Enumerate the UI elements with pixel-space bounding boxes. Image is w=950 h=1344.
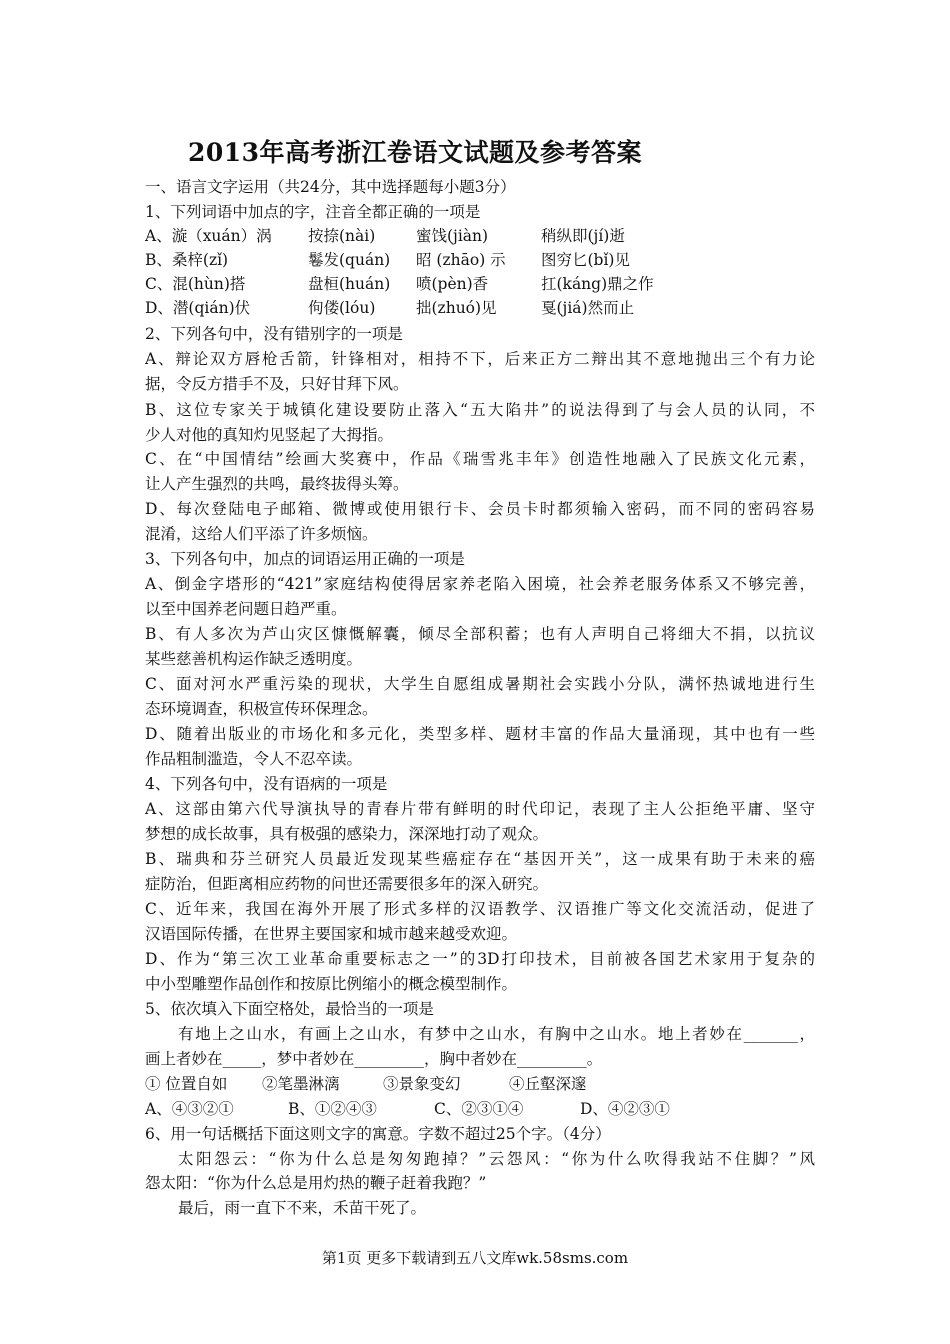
q3-line: 某些慈善机构运作缺乏透明度。: [145, 650, 363, 668]
q1-b-3: 昭 (zhāo) 示: [416, 251, 506, 269]
q2-line: 少人对他的真知灼见竖起了大拇指。: [145, 426, 394, 444]
q1-b-2: 鬈发(quán): [308, 251, 391, 269]
section-header: 一、语言文字运用（共24分，其中选择题每小题3分）: [145, 178, 516, 196]
q6-passage-line: 最后，雨一直下不来，禾苗干死了。: [178, 1199, 427, 1217]
q1-a-2: 按捺(nài): [308, 227, 376, 245]
q4-stem: 4、下列各句中，没有语病的一项是: [145, 775, 388, 793]
q2-line: A、辩论双方唇枪舌箭，针锋相对，相持不下，后来正方二辩出其不意地抛出三个有力论: [145, 350, 815, 368]
q4-line: C、近年来，我国在海外开展了形式多样的汉语教学、汉语推广等文化交流活动，促进了: [145, 900, 815, 918]
q1-d-1: D、潜(qián)伏: [145, 299, 251, 317]
q1-c-2: 盘桓(huán): [308, 275, 391, 293]
q1-d-4: 戛(jiá)然而止: [541, 299, 635, 317]
q5-item-4: ④丘壑深邃: [509, 1075, 587, 1093]
q5-option-b: B、①②④③: [288, 1100, 377, 1118]
page-title: 2013年高考浙江卷语文试题及参考答案: [187, 138, 643, 167]
q4-line: 梦想的成长故事，具有极强的感染力，深深地打动了观众。: [145, 825, 549, 843]
q5-stem: 5、依次填入下面空格处，最恰当的一项是: [145, 1000, 434, 1018]
q5-passage-line: 有地上之山水，有画上之山水，有梦中之山水，有胸中之山水。地上者妙在_______，: [178, 1025, 815, 1043]
q2-line: 让人产生强烈的共鸣，最终拔得头筹。: [145, 475, 409, 493]
q3-line: 态环境调查，积极宣传环保理念。: [145, 700, 378, 718]
q5-item-3: ③景象变幻: [383, 1075, 461, 1093]
q6-passage-line: 怨太阳：“你为什么总是用灼热的鞭子赶着我跑？”: [145, 1174, 487, 1192]
q4-line: 症防治，但距离相应药物的问世还需要很多年的深入研究。: [145, 875, 549, 893]
q4-line: 汉语国际传播，在世界主要国家和城市越来越受欢迎。: [145, 925, 518, 943]
q6-stem: 6、用一句话概括下面这则文字的寓意。字数不超过25个字。（4分）: [145, 1125, 611, 1143]
q3-stem: 3、下列各句中，加点的词语运用正确的一项是: [145, 550, 465, 568]
q1-stem: 1、下列词语中加点的字，注音全都正确的一项是: [145, 203, 481, 221]
q6-passage-line: 太阳怨云：“你为什么总是匆匆跑掉？”云怨风：“你为什么吹得我站不住脚？”风: [178, 1150, 815, 1168]
page-footer: 第1页 更多下载请到五八文库wk.58sms.com: [321, 1249, 629, 1267]
q1-a-3: 蜜饯(jiàn): [416, 227, 489, 245]
q1-b-4: 图穷匕(bǐ)见: [541, 251, 630, 269]
q2-line: B、这位专家关于城镇化建设要防止落入“五大陷井”的说法得到了与会人员的认同，不: [145, 401, 815, 419]
q2-line: D、每次登陆电子邮箱、微博或使用银行卡、会员卡时都须输入密码，而不同的密码容易: [145, 500, 815, 518]
q2-line: C、在“中国情结”绘画大奖赛中，作品《瑞雪兆丰年》创造性地融入了民族文化元素，: [145, 450, 815, 468]
q4-line: D、作为“第三次工业革命重要标志之一”的3D打印技术，目前被各国艺术家用于复杂的: [145, 950, 815, 968]
q3-line: B、有人多次为芦山灾区慷慨解囊，倾尽全部积蓄；也有人声明自己将细大不捐，以抗议: [145, 625, 815, 643]
q4-line: 中小型雕塑作品创作和按原比例缩小的概念模型制作。: [145, 975, 518, 993]
q3-line: D、随着出版业的市场化和多元化，类型多样、题材丰富的作品大量涌现，其中也有一些: [145, 725, 815, 743]
q3-line: 以至中国养老问题日趋严重。: [145, 600, 347, 618]
q2-stem: 2、下列各句中，没有错别字的一项是: [145, 325, 403, 343]
q5-option-c: C、②③①④: [434, 1100, 524, 1118]
q1-d-3: 拙(zhuó)见: [416, 299, 497, 317]
q4-line: A、这部由第六代导演执导的青春片带有鲜明的时代印记，表现了主人公拒绝平庸、坚守: [145, 800, 815, 818]
q5-item-2: ②笔墨淋漓: [262, 1075, 340, 1093]
q1-d-2: 佝偻(lóu): [308, 299, 376, 317]
q4-line: B、瑞典和芬兰研究人员最近发现某些癌症存在“基因开关”，这一成果有助于未来的癌: [145, 850, 815, 868]
q3-line: A、倒金字塔形的“421”家庭结构使得居家养老陷入困境，社会养老服务体系又不够完善，: [145, 575, 815, 593]
q2-line: 据，令反方措手不及，只好甘拜下风。: [145, 375, 409, 393]
q1-c-1: C、混(hùn)搭: [145, 275, 246, 293]
q1-b-1: B、桑梓(zǐ): [145, 251, 229, 269]
q5-item-1: ① 位置自如: [145, 1075, 228, 1093]
q1-a-4: 稍纵即(jí)逝: [541, 227, 625, 245]
q5-option-a: A、④③②①: [145, 1100, 234, 1118]
q1-c-4: 扛(káng)鼎之作: [541, 275, 654, 293]
q3-line: 作品粗制滥造，令人不忍卒读。: [145, 750, 363, 768]
q1-c-3: 喷(pèn)香: [416, 275, 489, 293]
q5-passage-line: 画上者妙在_____，梦中者妙在_________，胸中者妙在_________。: [145, 1050, 603, 1068]
q3-line: C、面对河水严重污染的现状，大学生自愿组成暑期社会实践小分队，满怀热诚地进行生: [145, 675, 815, 693]
q1-a-1: A、漩（xuán）涡: [145, 227, 272, 245]
q2-line: 混淆，这给人们平添了许多烦恼。: [145, 525, 378, 543]
q5-option-d: D、④②③①: [580, 1100, 670, 1118]
